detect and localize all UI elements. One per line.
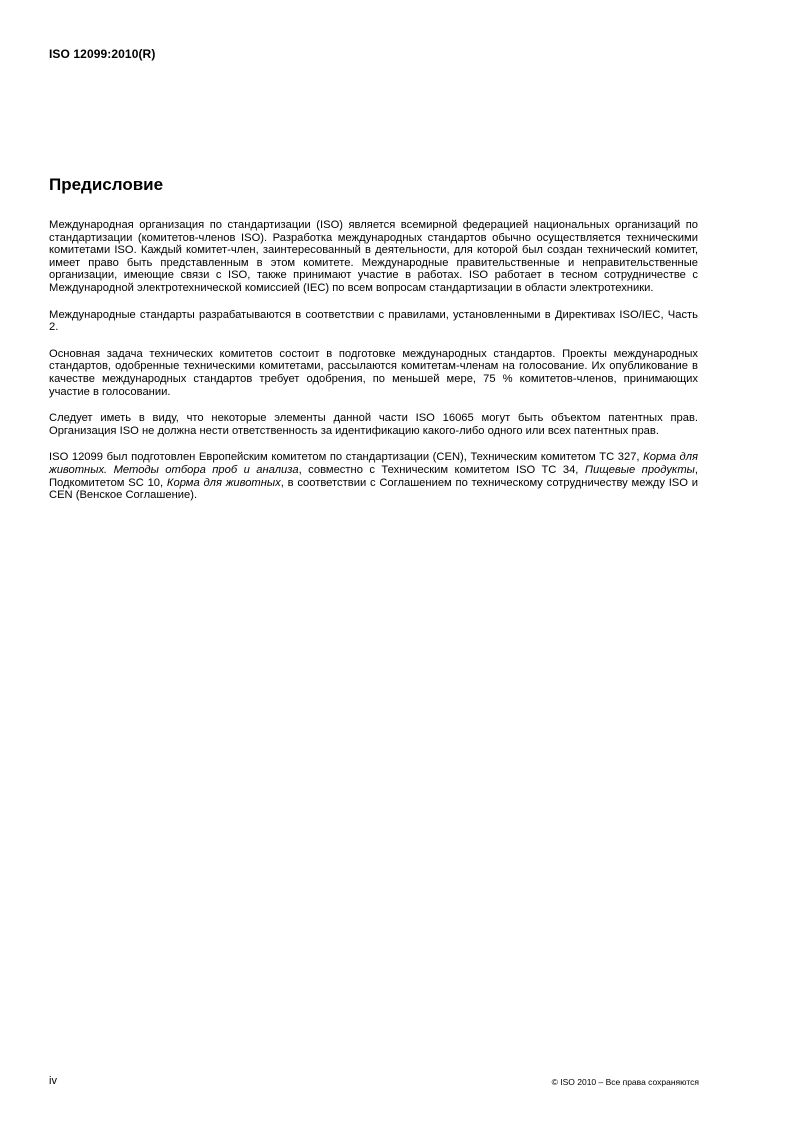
- page-number: iv: [49, 1075, 57, 1087]
- subcommittee-title-sc10: Корма для животных: [166, 476, 281, 489]
- paragraph-patent-rights: Следует иметь в виду, что некоторые элементы данной части ISO 16065 могут быть объектом патентных прав. Организация ISO не должна нести ответственность за идентификацию какого-либо одного или всех патентных прав.: [49, 412, 698, 437]
- committee-title-tc34: Пищевые продукты: [584, 463, 695, 476]
- paragraph-iso-organization: Международная организация по стандартизации (ISO) является всемирной федерацией национальных организаций по стандартизации (комитетов-членов ISO). Разработка международных стандартов обычно осуществляется техническими комитетами ISO. Каждый комитет-член, заинтересованный в деятельности, для которой был создан технический комитет, имеет право быть представленным в этом комитете. Международные правительственные и неправительственные организации, имеющие связи с ISO, также принимают участие в работах. ISO работает в тесном сотрудничестве с Международной электротехнической комиссией (IEC) по всем вопросам стандартизации в области электротехники.: [49, 219, 698, 294]
- document-code: ISO 12099:2010(R): [49, 47, 156, 61]
- preparation-text-4: , в соответствии с Соглашением по техническому сотрудничеству между ISO и CEN (Венское Соглашение).: [49, 476, 698, 502]
- preparation-text-2: , совместно с Техническим комитетом ISO TC 34,: [298, 463, 585, 476]
- preparation-text-3: , Подкомитетом SC 10,: [49, 463, 698, 489]
- foreword-body: [49, 219, 698, 516]
- committee-title-tc327: Корма для животных. Методы отбора проб и анализа: [49, 451, 698, 476]
- paragraph-directives: Международные стандарты разрабатываются в соответствии с правилами, установленными в Директивах ISO/IEC, Часть 2.: [49, 308, 698, 334]
- copyright-notice: © ISO 2010 – Все права сохраняются: [551, 1077, 699, 1087]
- preparation-text-1: ISO 12099 был подготовлен Европейским комитетом по стандартизации (CEN), Техническим комитетом TC 327,: [49, 451, 644, 464]
- page-title: Предисловие: [49, 175, 164, 194]
- paragraph-preparation: [49, 451, 698, 501]
- paragraph-committee-tasks: Основная задача технических комитетов состоит в подготовке международных стандартов. Проекты международных стандартов, одобренные техническими комитетами, рассылаются комитетам-членам на голосование. Их опубликование в качестве международных стандартов требует одобрения, по меньшей мере, 75 % комитетов-членов, принимающих участие в голосовании.: [49, 347, 698, 398]
